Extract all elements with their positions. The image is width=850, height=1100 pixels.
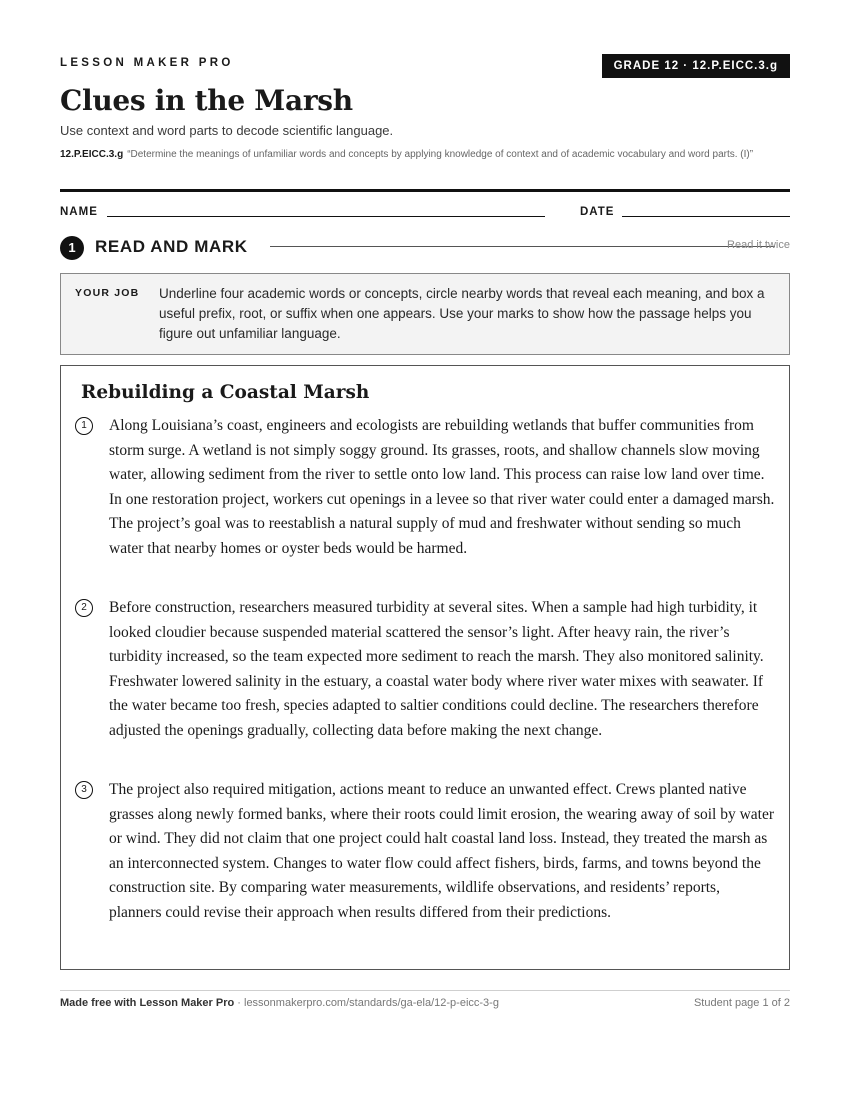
- reading-passage: [60, 365, 790, 970]
- date-label: DATE: [580, 206, 615, 218]
- grade-standard-badge: GRADE 12 · 12.P.EICC.3.g: [602, 54, 790, 78]
- paragraph-text: Along Louisiana’s coast, engineers and ecologists are rebuilding wetlands that buffer communities from storm surge. A wetland is not simply soggy ground. Its grasses, roots, and shallow channels slow moving water, allowing sediment from the river to settle onto low land. This process can raise low land over time. In one restoration project, workers cut openings in a levee so that river water could enter a damaged marsh. The project’s goal was to reestablish a natural supply of mud and freshwater without sending so much water that nearby homes or oyster beds would be harmed.: [109, 417, 775, 557]
- footer-url[interactable]: lessonmakerpro.com/standards/ga-ela/12-p-eicc-3-g: [244, 997, 499, 1009]
- section-number-badge: 1: [60, 236, 84, 260]
- passage-paragraph: [75, 596, 775, 743]
- page-indicator: Student page 1 of 2: [693, 997, 790, 1009]
- paragraph-text: Before construction, researchers measured turbidity at several sites. When a sample had high turbidity, it looked cloudier because suspended material scattered the sensor’s light. After heavy rain, the river’s turbidity increased, so the team expected more sediment to reach the marsh. They also monitored salinity. Freshwater lowered salinity in the estuary, a coastal water body where river water mixes with seawater. If the water became too fresh, species adapted to saltier conditions could decline. The researchers therefore adjusted the openings gradually, collecting data before making the next change.: [109, 599, 764, 739]
- paragraph-number: 1: [75, 417, 93, 435]
- name-field[interactable]: [107, 216, 545, 217]
- passage-paragraph: [75, 414, 775, 561]
- standard-text: “Determine the meanings of unfamiliar words and concepts by applying knowledge of context and of academic vocabulary and word parts. (I)”: [127, 149, 754, 160]
- standard-code: 12.P.EICC.3.g: [60, 149, 124, 160]
- section-divider: [270, 246, 775, 247]
- date-field[interactable]: [622, 216, 790, 217]
- paragraph-text: The project also required mitigation, actions meant to reduce an unwanted effect. Crews planted native grasses along newly formed banks, where their roots could limit erosion, the wearing away of soil by water or wind. They did not claim that one project could halt coastal land loss. Instead, they treated the marsh as an interconnected system. Changes to water flow could affect fishers, birds, farms, and towns beyond the construction site. By comparing water measurements, wildlife observations, and residents’ reports, planners could revise their approach when results differed from their predictions.: [109, 781, 775, 921]
- section-title: READ AND MARK: [95, 237, 248, 256]
- passage-paragraph: [75, 778, 775, 925]
- footer-made-with: Made free with Lesson Maker Pro: [60, 997, 235, 1009]
- paragraph-number: 3: [75, 781, 93, 799]
- instructions-text: Underline four academic words or concepts, circle nearby words that reveal each meaning, and box a useful prefix, root, or suffix when one appears. Use your marks to show how the passage helps you figure out unfamiliar language.: [159, 286, 765, 341]
- section-note: Read it twice: [727, 239, 790, 251]
- header-divider: [60, 189, 790, 192]
- footer-credit: [60, 997, 499, 1009]
- worksheet-title: Clues in the Marsh: [60, 84, 353, 117]
- standard-description: [60, 147, 790, 162]
- paragraph-number: 2: [75, 599, 93, 617]
- brand-name: LESSON MAKER PRO: [60, 57, 234, 69]
- instructions-box: [60, 273, 790, 355]
- footer-separator: ·: [234, 997, 244, 1009]
- worksheet-subtitle: Use context and word parts to decode scientific language.: [60, 123, 394, 138]
- footer-divider: [60, 990, 790, 991]
- name-label: NAME: [60, 206, 98, 218]
- passage-title: Rebuilding a Coastal Marsh: [81, 382, 370, 403]
- instructions-label: YOUR JOB: [75, 287, 140, 299]
